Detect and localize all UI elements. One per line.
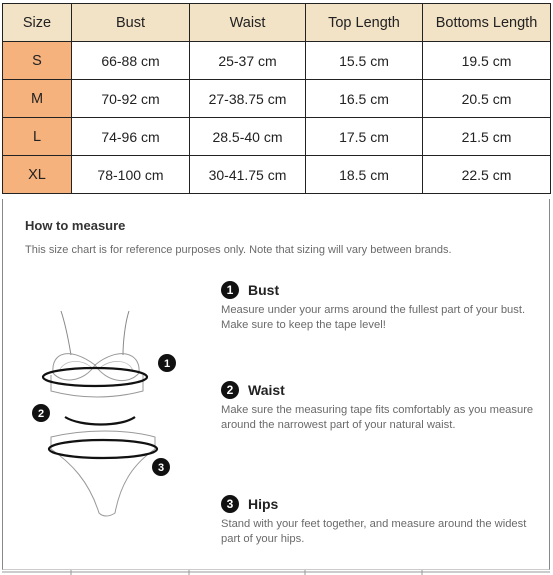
bottoms-length-cell: 22.5 cm [423, 156, 551, 194]
bust-cell: 74-96 cm [72, 118, 190, 156]
header-top-length: Top Length [306, 4, 423, 42]
size-cell: L [3, 118, 72, 156]
marker-2-label: 2 [37, 408, 45, 420]
table-row [3, 118, 551, 156]
bikini-measurement-illustration [25, 303, 185, 523]
step-2-badge-icon: 2 [221, 381, 239, 399]
how-to-measure-panel [2, 199, 550, 570]
bottoms-length-cell: 19.5 cm [423, 42, 551, 80]
top-length-cell: 15.5 cm [306, 42, 423, 80]
bottoms-length-cell: 20.5 cm [423, 80, 551, 118]
header-waist: Waist [190, 4, 306, 42]
step-1-title: Bust [248, 282, 280, 298]
bust-cell: 66-88 cm [72, 42, 190, 80]
step-3-description: Stand with your feet together, and measure around the widest part of your hips. [221, 518, 527, 545]
header-bottoms-length: Bottoms Length [423, 4, 551, 42]
waist-cell: 25-37 cm [190, 42, 306, 80]
size-cell: XL [3, 156, 72, 194]
table-edge-lines [0, 570, 553, 575]
step-3-title: Hips [248, 496, 279, 512]
size-cell: M [3, 80, 72, 118]
marker-3-label: 3 [157, 462, 165, 474]
marker-1-label: 1 [163, 358, 171, 370]
table-header-row [3, 4, 551, 42]
step-hips [221, 495, 536, 546]
step-bust [221, 281, 536, 332]
step-1-description: Measure under your arms around the fullest part of your bust. Make sure to keep the tape level! [221, 304, 526, 331]
bust-cell: 78-100 cm [72, 156, 190, 194]
measure-subtitle: This size chart is for reference purposes only. Note that sizing will vary between brands. [25, 244, 452, 256]
bottoms-length-cell: 21.5 cm [423, 118, 551, 156]
table-row [3, 80, 551, 118]
bust-cell: 70-92 cm [72, 80, 190, 118]
measure-title: How to measure [25, 218, 126, 233]
waist-cell: 30-41.75 cm [190, 156, 306, 194]
header-size: Size [3, 4, 72, 42]
waist-cell: 27-38.75 cm [190, 80, 306, 118]
size-cell: S [3, 42, 72, 80]
table-row [3, 156, 551, 194]
step-waist [221, 381, 536, 432]
size-chart-table [2, 3, 551, 194]
top-length-cell: 16.5 cm [306, 80, 423, 118]
top-length-cell: 17.5 cm [306, 118, 423, 156]
step-3-badge-icon: 3 [221, 495, 239, 513]
step-2-title: Waist [248, 382, 285, 398]
table-row [3, 42, 551, 80]
top-length-cell: 18.5 cm [306, 156, 423, 194]
step-2-description: Make sure the measuring tape fits comfortably as you measure around the narrowest part of your natural waist. [221, 404, 534, 431]
waist-cell: 28.5-40 cm [190, 118, 306, 156]
header-bust: Bust [72, 4, 190, 42]
step-1-badge-icon: 1 [221, 281, 239, 299]
